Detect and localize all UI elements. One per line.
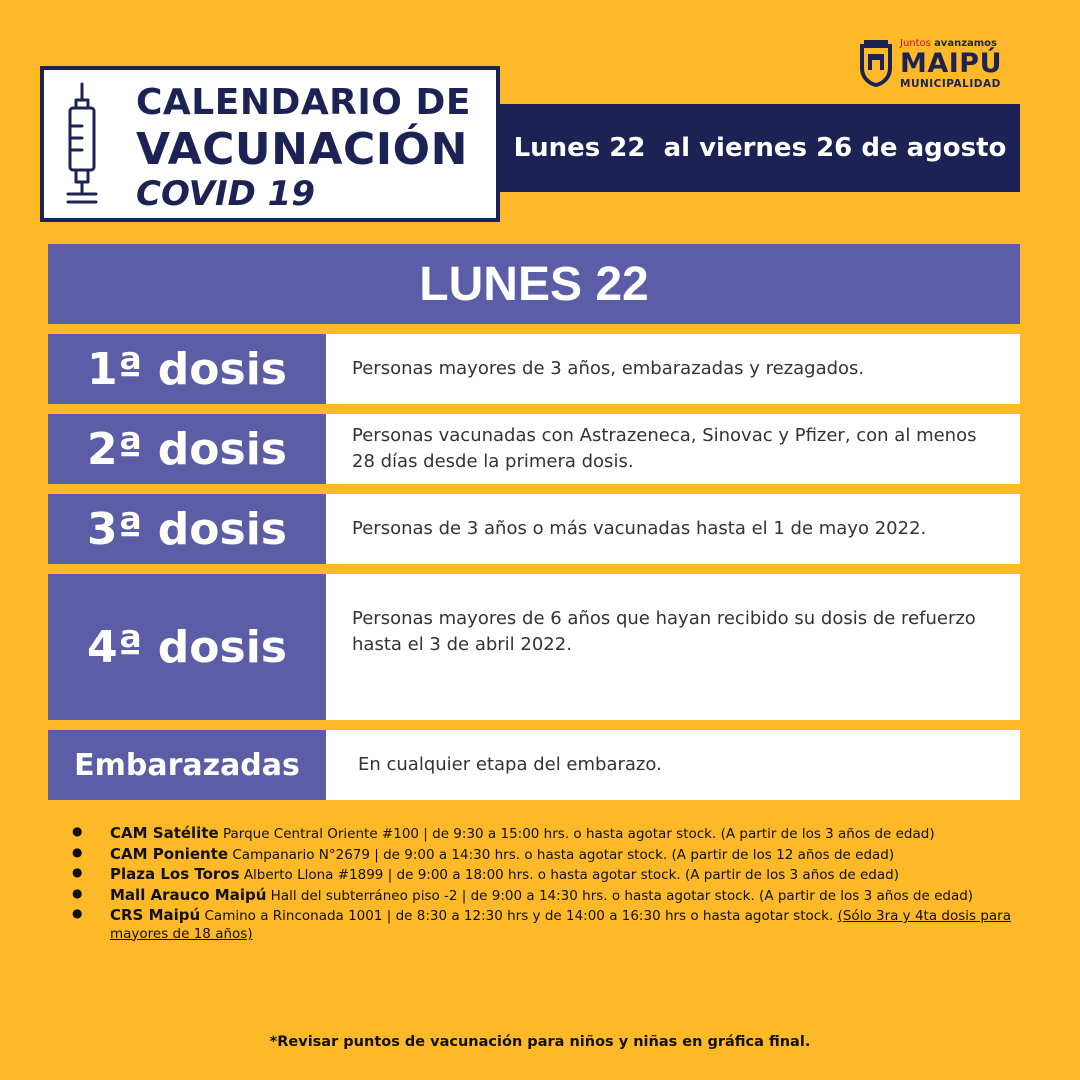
dose-row-3: [48, 494, 1020, 564]
dose-row-4: [48, 574, 1020, 720]
list-item: [72, 845, 1012, 865]
dose-description: En cualquier etapa del embarazo.: [326, 730, 1020, 800]
dose-description: Personas de 3 años o más vacunadas hasta el 1 de mayo 2022.: [326, 494, 1020, 564]
title-line-2: VACUNACIÓN: [136, 124, 468, 175]
locations-list: [72, 824, 1012, 944]
tagline-juntos: Juntos: [900, 38, 931, 49]
date-range-banner: Lunes 22 al viernes 26 de agosto: [500, 104, 1020, 192]
tagline-avanzamos: avanzamos: [934, 38, 998, 49]
dose-row-1: [48, 334, 1020, 404]
logo-subtitle: MUNICIPALIDAD: [900, 78, 1001, 90]
list-item: [72, 865, 1012, 885]
dose-label: 1ª dosis: [48, 334, 326, 404]
location-detail: Alberto Llona #1899 | de 9:00 a 18:00 hrs. o hasta agotar stock. (A partir de los 3 años de edad): [239, 867, 899, 884]
dose-description: Personas vacunadas con Astrazeneca, Sinovac y Pfizer, con al menos 28 días desde la primera dosis.: [326, 414, 1020, 484]
dose-label: Embarazadas: [48, 730, 326, 800]
logo-brand: MAIPÚ: [900, 48, 1003, 79]
location-name: CRS Maipú: [110, 906, 201, 925]
location-note: (Sólo 3ra y 4ta dosis para mayores de 18 años): [110, 908, 1012, 942]
location-detail: Camino a Rinconada 1001 | de 8:30 a 12:30 hrs y de 14:00 a 16:30 hrs o hasta agotar stock.: [200, 908, 838, 925]
title-line-3: COVID 19: [136, 174, 315, 214]
shield-icon: [858, 40, 894, 88]
dose-row-2: [48, 414, 1020, 484]
syringe-icon: [62, 82, 102, 208]
dose-description: Personas mayores de 6 años que hayan recibido su dosis de refuerzo hasta el 3 de abril 2022.: [326, 574, 1020, 720]
title-box: [40, 66, 500, 222]
location-name: Mall Arauco Maipú: [110, 885, 267, 904]
dose-label: 3ª dosis: [48, 494, 326, 564]
maipu-logo: [858, 38, 1018, 92]
dose-label: 2ª dosis: [48, 414, 326, 484]
dose-label: 4ª dosis: [48, 574, 326, 720]
dose-description: Personas mayores de 3 años, embarazadas y rezagados.: [326, 334, 1020, 404]
day-header: LUNES 22: [48, 244, 1020, 324]
location-detail: Parque Central Oriente #100 | de 9:30 a 15:00 hrs. o hasta agotar stock. (A partir de los 3 años de edad): [218, 826, 935, 842]
dose-row-5: [48, 730, 1020, 800]
title-line-1: CALENDARIO DE: [136, 82, 471, 123]
location-name: CAM Satélite: [110, 824, 219, 842]
list-item: [72, 824, 1012, 844]
location-name: Plaza Los Toros: [110, 865, 240, 884]
location-name: CAM Poniente: [110, 844, 229, 863]
list-item: [72, 886, 1012, 906]
location-detail: Hall del subterráneo piso -2 | de 9:00 a 14:30 hrs. o hasta agotar stock. (A partir de los 3 años de edad): [266, 887, 974, 904]
location-detail: Campanario N°2679 | de 9:00 a 14:30 hrs. o hasta agotar stock. (A partir de los 12 años de edad): [228, 846, 895, 863]
footnote: *Revisar puntos de vacunación para niños y niñas en gráfica final.: [269, 1034, 811, 1050]
list-item: [72, 906, 1012, 943]
